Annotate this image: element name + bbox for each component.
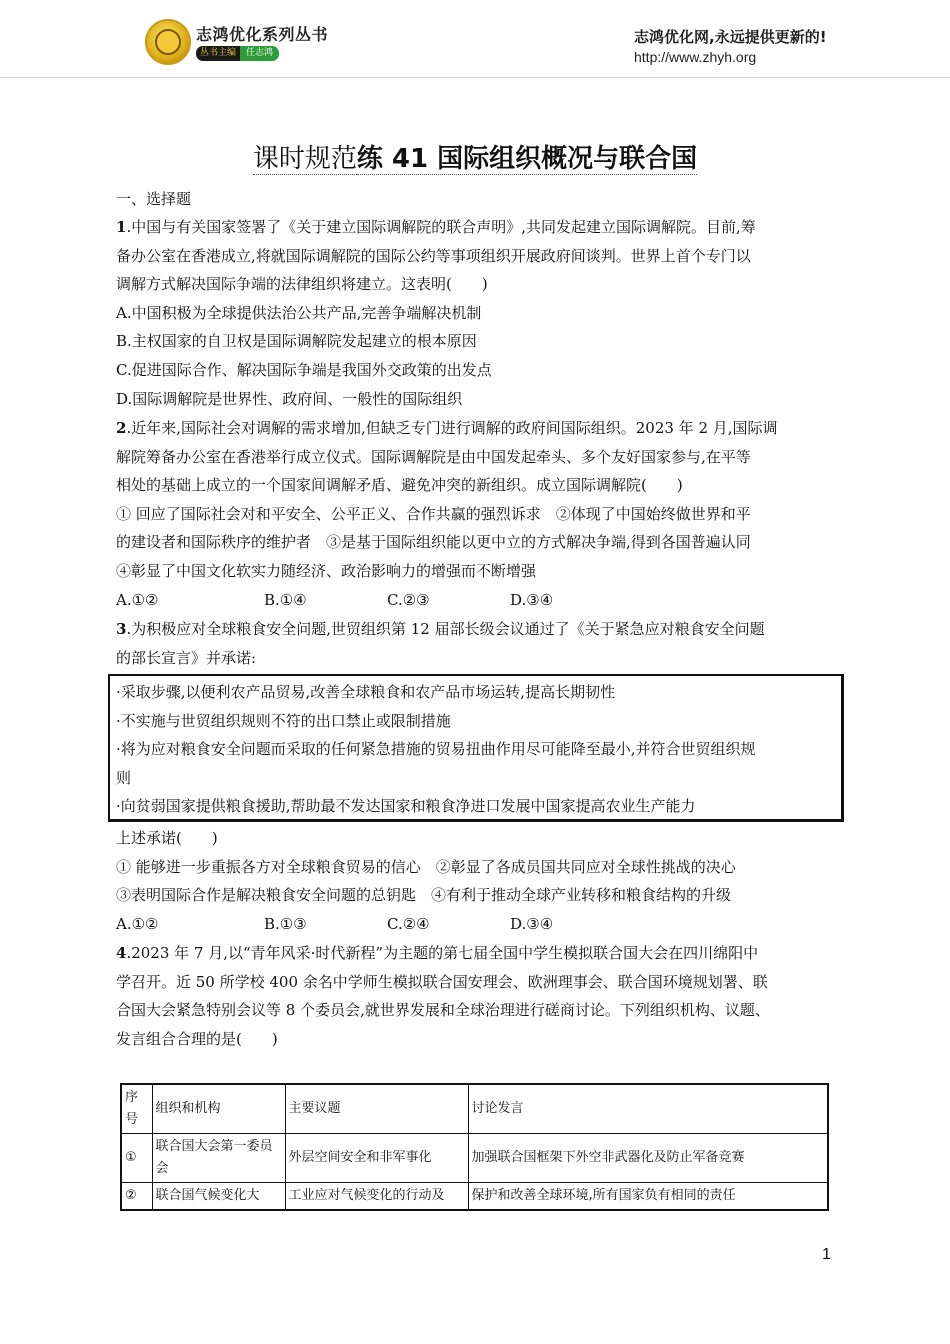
title-part1: 课时规范 xyxy=(252,144,357,174)
option-c[interactable]: C.②④ xyxy=(387,914,430,933)
question-text-line: .为积极应对全球粮食安全问题,世贸组织第 12 届部长级会议通过了《关于紧急应对粮食安全问题 xyxy=(126,620,765,638)
question-text-line: 学召开。近 50 所学校 400 余名中学师生模拟联合国安理会、欧洲理事会、联合国环境规划署、联 xyxy=(116,972,768,991)
option-c[interactable]: C.促进国际合作、解决国际争端是我国外交政策的出发点 xyxy=(116,360,492,379)
question-text-line: 相处的基础上成立的一个国家间调解矛盾、避免冲突的新组织。成立国际调解院( ) xyxy=(116,476,683,495)
page-number: 1 xyxy=(822,1246,831,1263)
commitment-item: ·将为应对粮食安全问题而采取的任何紧急措施的贸易扭曲作用尽可能降至最小,并符合世贸组织规 xyxy=(116,740,756,759)
question-text-line: 调解方式解决国际争端的法律组织将建立。这表明( ) xyxy=(116,275,488,294)
question-text-line: .2023 年 7 月,以“青年风采·时代新程”为主题的第七届全国中学生模拟联合国大会在四川绵阳中 xyxy=(126,944,759,962)
question-3-stem xyxy=(116,824,836,938)
table-cell: 联合国气候变化大 xyxy=(152,1183,285,1211)
statement-line: ① 回应了国际社会对和平安全、公平正义、合作共赢的强烈诉求 ②体现了中国始终做世界和平 xyxy=(116,504,751,523)
question-1 xyxy=(116,213,836,413)
option-a[interactable]: A.①② xyxy=(116,590,159,609)
table-cell: 保护和改善全球环境,所有国家负有相同的责任 xyxy=(468,1183,828,1211)
option-a[interactable]: A.①② xyxy=(116,914,159,933)
table-cell: 外层空间安全和非军事化 xyxy=(285,1134,468,1183)
question-text-line: .中国与有关国家签署了《关于建立国际调解院的联合声明》,共同发起建立国际调解院。目前,筹 xyxy=(126,218,756,236)
statement-line: 的建设者和国际秩序的维护者 ③是基于国际组织能以更中立的方式解决争端,得到各国普遍认同 xyxy=(116,533,751,552)
options-row xyxy=(116,910,836,939)
editor-badge xyxy=(196,46,294,61)
question-3 xyxy=(116,615,836,672)
option-c[interactable]: C.②③ xyxy=(387,590,430,609)
option-b[interactable]: B.①④ xyxy=(264,590,307,609)
option-b[interactable]: B.主权国家的自卫权是国际调解院发起建立的根本原因 xyxy=(116,332,477,351)
question-text-line: 合国大会紧急特别会议等 8 个委员会,就世界发展和全球治理进行磋商讨论。下列组织机构、议题、 xyxy=(116,1001,770,1020)
options-row xyxy=(116,586,836,615)
question-4 xyxy=(116,939,836,1053)
statement-line: ① 能够进一步重振各方对全球粮食贸易的信心 ②彰显了各成员国共同应对全球性挑战的决心 xyxy=(116,857,736,876)
table-cell: 工业应对气候变化的行动及 xyxy=(285,1183,468,1211)
table-header: 组织和机构 xyxy=(152,1084,285,1134)
statement-line: ③表明国际合作是解决粮食安全问题的总钥匙 ④有利于推动全球产业转移和粮食结构的升级 xyxy=(116,886,732,905)
table-cell: 加强联合国框架下外空非武器化及防止军备竞赛 xyxy=(468,1134,828,1183)
option-d[interactable]: D.③④ xyxy=(510,590,554,609)
option-d[interactable]: D.国际调解院是世界性、政府间、一般性的国际组织 xyxy=(116,389,463,408)
question-number: 2 xyxy=(116,419,127,437)
page-title xyxy=(0,138,950,175)
series-name: 志鸿优化系列丛书 xyxy=(196,25,329,44)
table-header: 序号 xyxy=(121,1084,152,1134)
table-row xyxy=(121,1183,828,1211)
question-text-line: 解院筹备办公室在香港举行成立仪式。国际调解院是由中国发起牵头、多个友好国家参与,在平等 xyxy=(116,447,751,466)
header-slogan: 志鸿优化网,永远提供更新的! xyxy=(634,28,827,46)
question-number: 4 xyxy=(116,944,127,962)
question-number: 1 xyxy=(116,218,127,236)
header-divider xyxy=(0,77,950,78)
title-part2: 练 41 国际组织概况与联合国 xyxy=(356,144,698,174)
question-text-line: 的部长宣言》并承诺: xyxy=(116,648,257,667)
table-cell: ② xyxy=(121,1183,152,1211)
question-text-line: 发言组合合理的是( ) xyxy=(116,1029,278,1048)
statement-line: ④彰显了中国文化软实力随经济、政治影响力的增强而不断增强 xyxy=(116,561,537,580)
question-text-line: 上述承诺( ) xyxy=(116,829,218,847)
option-a[interactable]: A.中国积极为全球提供法治公共产品,完善争端解决机制 xyxy=(116,303,482,322)
editor-label: 丛书主编 xyxy=(196,46,240,61)
header-url-link[interactable]: http://www.zhyh.org xyxy=(634,49,757,65)
table-header-row xyxy=(121,1084,828,1134)
commitment-item: ·不实施与世贸组织规则不符的出口禁止或限制措施 xyxy=(116,711,451,730)
page-header xyxy=(0,0,950,80)
editor-name: 任志鸿 xyxy=(240,46,279,61)
commitment-item: ·采取步骤,以便利农产品贸易,改善全球粮食和农产品市场运转,提高长期韧性 xyxy=(116,683,616,701)
question-2 xyxy=(116,414,836,614)
commitments-box xyxy=(108,674,844,822)
table-header: 主要议题 xyxy=(285,1084,468,1134)
option-d[interactable]: D.③④ xyxy=(510,914,554,933)
commitment-item: ·向贫弱国家提供粮食援助,帮助最不发达国家和粮食净进口发展中国家提高农业生产能力 xyxy=(116,797,696,816)
table-header: 讨论发言 xyxy=(468,1084,828,1134)
publisher-logo-icon xyxy=(145,19,191,65)
question-text-line: 备办公室在香港成立,将就国际调解院的国际公约等事项组织开展政府间谈判。世界上首个专门以 xyxy=(116,246,751,265)
commitment-item: 则 xyxy=(116,768,132,787)
table-cell: ① xyxy=(121,1134,152,1183)
section-heading: 一、选择题 xyxy=(116,190,192,208)
table-cell: 联合国大会第一委员会 xyxy=(152,1134,285,1183)
question-text-line: .近年来,国际社会对调解的需求增加,但缺乏专门进行调解的政府间国际组织。2023 年 2 月,国际调 xyxy=(126,419,778,437)
table-row xyxy=(121,1134,828,1183)
question-number: 3 xyxy=(116,620,127,638)
option-b[interactable]: B.①③ xyxy=(264,914,307,933)
options-table xyxy=(120,1083,829,1211)
